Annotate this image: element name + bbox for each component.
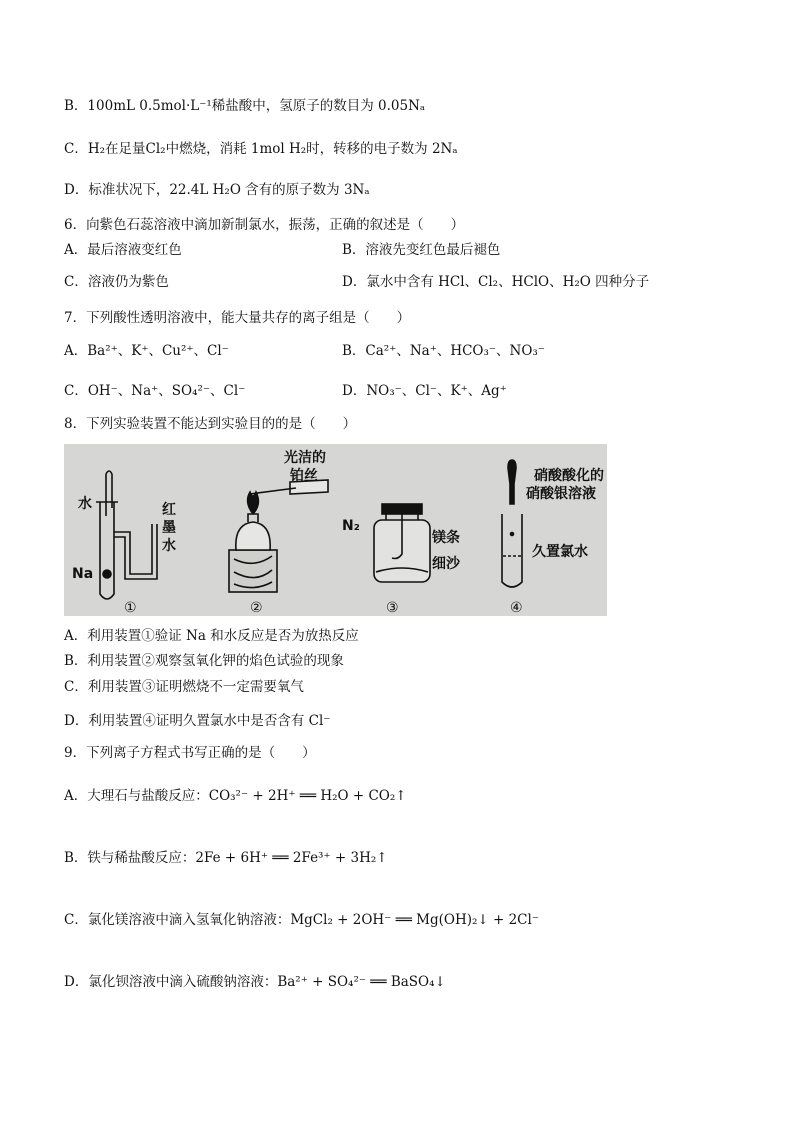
flame [248,492,259,514]
q7-option-d: D．NO₃⁻、Cl⁻、K⁺、Ag⁺ [342,383,507,399]
q9-option-d: D．氯化钡溶液中滴入硫酸钠溶液：Ba²⁺ + SO₄²⁻ ══ BaSO₄↓ [64,974,446,990]
side-tube-1 [114,524,152,574]
apparatus-figure [64,444,607,616]
label-number-2: ② [250,600,263,616]
dropper-1 [106,471,112,516]
label-red-ink-1: 红 [162,502,176,518]
q6-option-b: B．溶液先变红色最后褪色 [342,242,501,258]
label-water: 水 [78,496,92,512]
dropper-4 [508,460,516,504]
q5-option-d: D．标准状况下，22.4L H₂O 含有的原子数为 3Nₐ [64,182,370,198]
test-tube-1 [100,502,114,599]
test-tube-4 [502,514,522,587]
q7-option-c: C．OH⁻、Na⁺、SO₄²⁻、Cl⁻ [64,383,246,399]
q8-option-d: D．利用装置④证明久置氯水中是否含有 Cl⁻ [64,713,331,729]
label-number-1: ① [124,600,137,616]
q7-stem: 7．下列酸性透明溶液中，能大量共存的离子组是（ ） [64,310,411,326]
label-mg: 镁条 [432,530,460,546]
label-wire-2: 铂丝 [290,468,318,484]
label-old-chlorine: 久置氯水 [532,544,588,560]
label-reagent-2: 硝酸银溶液 [526,486,596,502]
q7-option-b: B．Ca²⁺、Na⁺、HCO₃⁻、NO₃⁻ [342,343,545,359]
q6-option-c: C．溶液仍为紫色 [64,274,169,290]
q6-option-d: D．氯水中含有 HCl、Cl₂、HClO、H₂O 四种分子 [342,274,650,290]
label-na: Na [72,566,94,582]
label-reagent-1: 硝酸酸化的 [534,468,604,484]
q8-stem: 8．下列实验装置不能达到实验目的的是（ ） [64,416,357,432]
q8-option-b: B．利用装置②观察氢氧化钾的焰色试验的现象 [64,653,344,669]
sodium-piece [103,570,111,578]
q5-option-c: C．H₂在足量Cl₂中燃烧，消耗 1mol H₂时，转移的电子数为 2Nₐ [64,141,458,157]
bottle-lid [382,504,422,514]
q9-option-c: C．氯化镁溶液中滴入氢氧化钠溶液：MgCl₂ + 2OH⁻ ══ Mg(OH)₂↓ + 2Cl⁻ [64,912,539,928]
label-wire-1: 光洁的 [284,450,326,466]
q9-stem: 9．下列离子方程式书写正确的是（ ） [64,745,316,761]
label-number-3: ③ [386,600,399,616]
q5-option-b: B．100mL 0.5mol·L⁻¹稀盐酸中，氢原子的数目为 0.05Nₐ [64,98,426,114]
label-sand: 细沙 [432,556,460,572]
q6-stem: 6．向紫色石蕊溶液中滴加新制氯水，振荡，正确的叙述是（ ） [64,217,465,233]
q8-option-a: A．利用装置①验证 Na 和水反应是否为放热反应 [64,628,359,644]
q9-option-a: A．大理石与盐酸反应：CO₃²⁻ + 2H⁺ ══ H₂O + CO₂↑ [64,788,407,804]
label-n2: N₂ [342,518,360,534]
q7-option-a: A．Ba²⁺、K⁺、Cu²⁺、Cl⁻ [64,343,229,359]
alcohol-lamp [236,522,270,550]
q8-option-c: C．利用装置③证明燃烧不一定需要氧气 [64,679,304,695]
label-red-ink-3: 水 [162,538,176,554]
q6-option-a: A．最后溶液变红色 [64,242,182,258]
q9-option-b: B．铁与稀盐酸反应：2Fe + 6H⁺ ══ 2Fe³⁺ + 3H₂↑ [64,850,388,866]
label-red-ink-2: 墨 [162,520,176,536]
label-number-4: ④ [510,600,523,616]
apparatus-drawing [64,444,607,616]
